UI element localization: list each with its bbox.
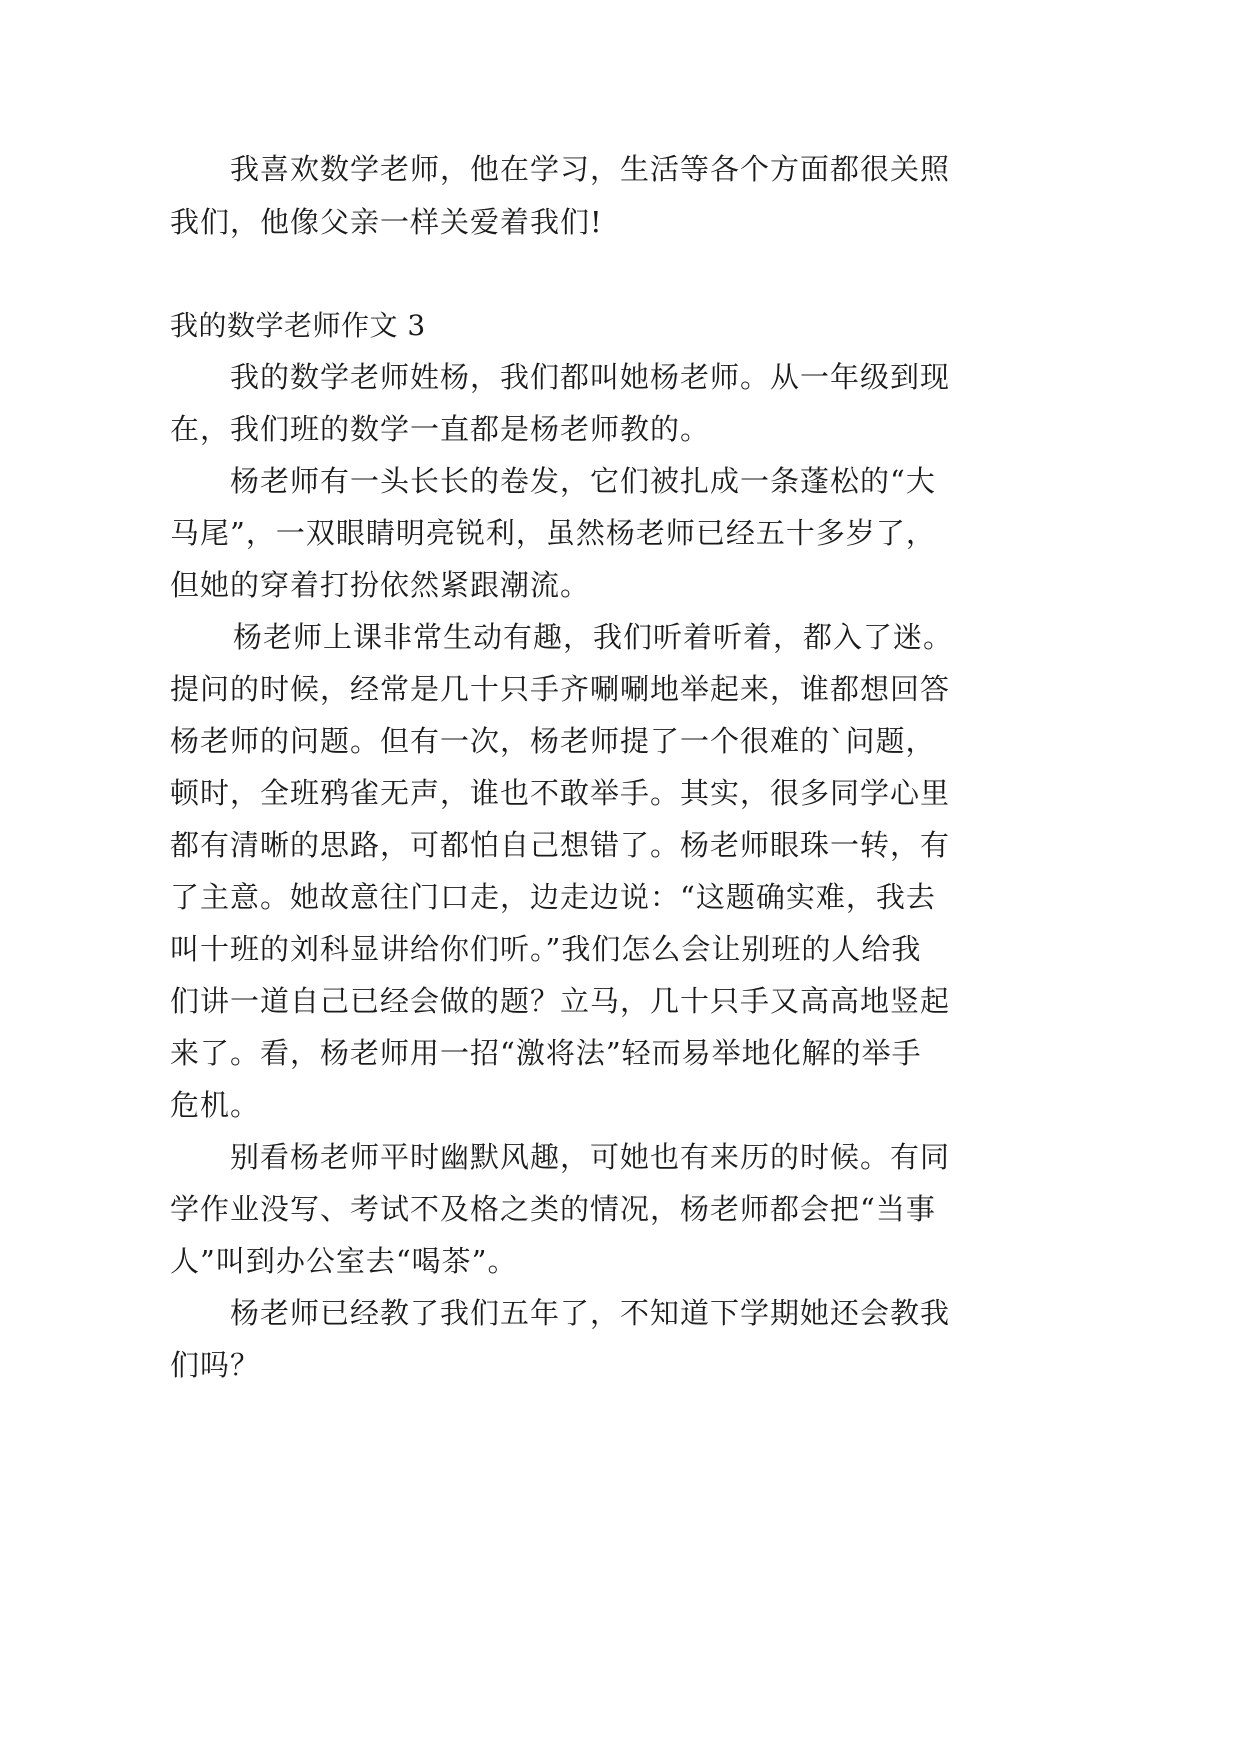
paragraph-5-line-2: 学作业没写、考试不及格之类的情况，杨老师都会把“当事: [170, 1192, 936, 1226]
paragraph-4-line-2: 提问的时候，经常是几十只手齐唰唰地举起来，谁都想回答: [170, 672, 951, 706]
paragraph-4-line-6: 了主意。她故意往门口走，边走边说：“这题确实难，我去: [170, 880, 936, 914]
paragraph-1-line-2: 我们，他像父亲一样关爱着我们!: [170, 205, 603, 239]
paragraph-4-line-1: 杨老师上课非常生动有趣，我们听着听着，都入了迷。: [233, 620, 954, 654]
paragraph-1-line-1: 我喜欢数学老师，他在学习，生活等各个方面都很关照: [230, 152, 951, 186]
paragraph-2-line-1: 我的数学老师姓杨，我们都叫她杨老师。从一年级到现: [230, 360, 951, 394]
paragraph-4-line-3: 杨老师的问题。但有一次，杨老师提了一个很难的`问题，: [170, 724, 936, 758]
paragraph-5-line-1: 别看杨老师平时幽默风趣，可她也有来历的时候。有同: [230, 1140, 951, 1174]
paragraph-3-line-3: 但她的穿着打扮依然紧跟潮流。: [170, 568, 591, 602]
paragraph-4-line-10: 危机。: [170, 1088, 261, 1122]
paragraph-6-line-1: 杨老师已经教了我们五年了，不知道下学期她还会教我: [230, 1296, 951, 1330]
paragraph-4-line-9: 来了。看，杨老师用一招“激将法”轻而易举地化解的举手: [170, 1036, 922, 1070]
paragraph-4-line-8: 们讲一道自己已经会做的题？立马，几十只手又高高地竖起: [170, 984, 951, 1018]
paragraph-2-line-2: 在，我们班的数学一直都是杨老师教的。: [170, 412, 711, 446]
paragraph-3-line-2: 马尾”，一双眼睛明亮锐利，虽然杨老师已经五十多岁了，: [170, 516, 936, 550]
paragraph-3-line-1: 杨老师有一头长长的卷发，它们被扎成一条蓬松的“大: [230, 464, 936, 498]
paragraph-5-line-3: 人”叫到办公室去“喝茶”。: [170, 1244, 518, 1278]
paragraph-4-line-5: 都有清晰的思路，可都怕自己想错了。杨老师眼珠一转，有: [170, 828, 951, 862]
section-heading: 我的数学老师作文 3: [170, 309, 426, 342]
paragraph-4-line-7: 叫十班的刘科显讲给你们听。”我们怎么会让别班的人给我: [170, 932, 922, 966]
paragraph-4-line-4: 顿时，全班鸦雀无声，谁也不敢举手。其实，很多同学心里: [170, 776, 951, 810]
paragraph-6-line-2: 们吗？: [170, 1348, 261, 1382]
